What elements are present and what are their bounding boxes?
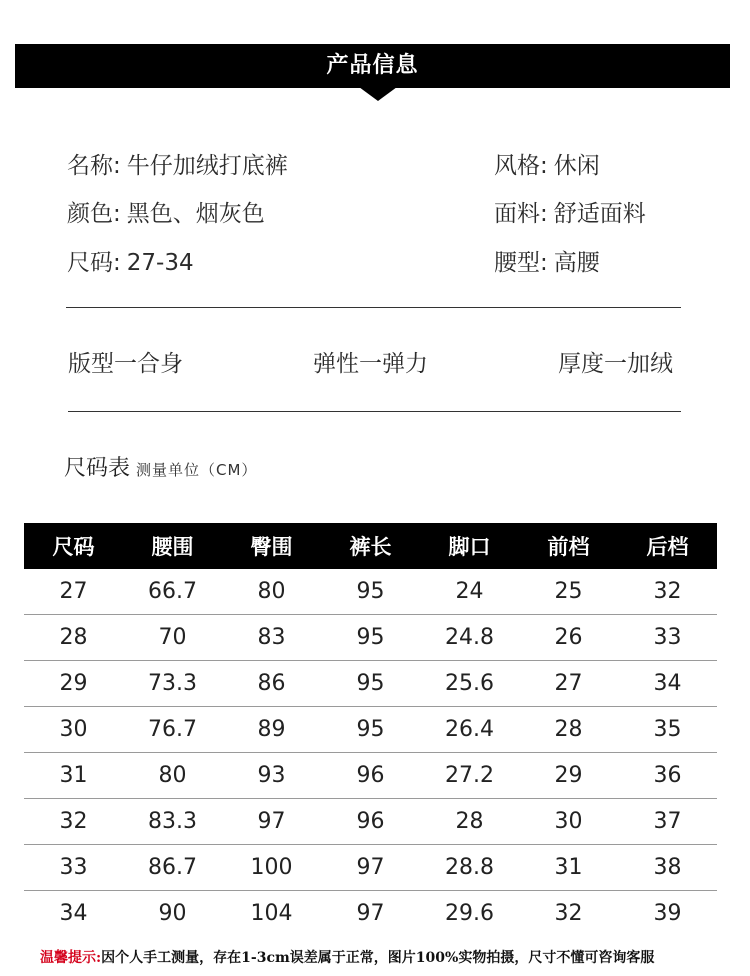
table-cell: 89 (222, 707, 321, 753)
table-cell: 104 (250, 901, 293, 926)
table-row (24, 799, 717, 845)
table-row (24, 845, 717, 891)
header-cell: 尺码 (24, 523, 123, 569)
info-label: 腰型: (494, 250, 548, 276)
info-label: 尺码: (67, 250, 121, 276)
table-cell: 25 (519, 569, 618, 615)
info-value: 牛仔加绒打底裤 (126, 153, 288, 179)
table-cell: 95 (321, 615, 420, 661)
info-color (67, 195, 265, 228)
table-cell: 32 (618, 569, 717, 615)
info-label: 面料: (494, 201, 548, 227)
table-row (24, 891, 717, 937)
table-cell: 80 (123, 753, 222, 799)
table-row (24, 615, 717, 661)
table-cell: 86.7 (123, 845, 222, 891)
banner-title: 产品信息 (326, 53, 419, 78)
table-cell: 27 (24, 569, 123, 615)
divider-top (66, 307, 681, 308)
header-cell: 脚口 (420, 523, 519, 569)
table-cell: 93 (222, 753, 321, 799)
divider-bottom (68, 411, 681, 412)
table-cell: 32 (554, 901, 583, 926)
table-cell: 36 (618, 753, 717, 799)
header-cell: 前档 (519, 523, 618, 569)
info-value: 27-34 (126, 250, 194, 276)
table-cell: 29 (519, 753, 618, 799)
feature-fit: 版型一合身 (68, 351, 183, 377)
table-cell: 34 (59, 901, 88, 926)
table-cell: 70 (123, 615, 222, 661)
table-cell: 28 (519, 707, 618, 753)
table-cell: 37 (618, 799, 717, 845)
table-cell: 32 (24, 799, 123, 845)
table-cell: 24.8 (420, 615, 519, 661)
table-cell: 30 (519, 799, 618, 845)
size-table-header (24, 523, 717, 569)
info-value: 高腰 (553, 250, 600, 276)
feature-thickness: 厚度一加绒 (558, 351, 673, 377)
tip-text: 因个人手工测量，存在1-3cm误差属于正常，图片100%实物拍摄，尺寸不懂可咨询客服 (101, 950, 655, 966)
table-cell: 73.3 (123, 661, 222, 707)
table-cell: 29.6 (445, 901, 494, 926)
product-info-banner (15, 44, 730, 88)
info-value: 黑色、烟灰色 (126, 201, 265, 227)
table-cell: 83.3 (123, 799, 222, 845)
table-cell: 66.7 (123, 569, 222, 615)
info-waist (494, 244, 600, 277)
info-name (67, 147, 288, 180)
table-cell: 90 (158, 901, 187, 926)
table-cell: 97 (356, 901, 385, 926)
table-cell: 28 (24, 615, 123, 661)
table-cell: 34 (618, 661, 717, 707)
header-cell: 后档 (618, 523, 717, 569)
table-cell: 28.8 (420, 845, 519, 891)
table-cell: 39 (653, 901, 682, 926)
table-cell: 97 (321, 845, 420, 891)
table-cell: 80 (222, 569, 321, 615)
table-cell: 28 (420, 799, 519, 845)
table-cell: 96 (321, 753, 420, 799)
table-row (24, 707, 717, 753)
table-cell: 86 (222, 661, 321, 707)
table-cell: 96 (321, 799, 420, 845)
table-cell: 95 (321, 569, 420, 615)
size-table (24, 523, 717, 936)
feature-elasticity: 弹性一弹力 (313, 351, 428, 377)
info-label: 颜色: (67, 201, 121, 227)
table-row (24, 661, 717, 707)
table-cell: 29 (24, 661, 123, 707)
header-cell: 裤长 (321, 523, 420, 569)
table-cell: 24 (420, 569, 519, 615)
table-cell: 26.4 (420, 707, 519, 753)
banner-notch (359, 87, 397, 101)
table-cell: 76.7 (123, 707, 222, 753)
info-value: 舒适面料 (553, 201, 646, 227)
table-cell: 25.6 (420, 661, 519, 707)
table-cell: 33 (618, 615, 717, 661)
info-size (67, 244, 194, 277)
table-cell: 95 (321, 707, 420, 753)
size-chart-unit: 测量单位（CM） (136, 461, 258, 479)
info-fabric (494, 195, 646, 228)
warm-tip (40, 947, 654, 967)
info-style (494, 147, 600, 180)
header-cell: 臀围 (222, 523, 321, 569)
table-cell: 30 (24, 707, 123, 753)
table-cell: 83 (222, 615, 321, 661)
info-value: 休闲 (553, 153, 600, 179)
table-cell: 27.2 (420, 753, 519, 799)
table-cell: 97 (222, 799, 321, 845)
tip-label: 温馨提示: (40, 950, 102, 966)
table-cell: 31 (519, 845, 618, 891)
table-row (24, 753, 717, 799)
table-cell: 100 (222, 845, 321, 891)
table-cell: 33 (24, 845, 123, 891)
size-chart-heading: 尺码表 (64, 456, 131, 481)
size-chart-title (64, 451, 257, 482)
table-cell: 35 (618, 707, 717, 753)
table-row (24, 569, 717, 615)
table-cell: 27 (519, 661, 618, 707)
table-cell: 38 (618, 845, 717, 891)
table-cell: 31 (24, 753, 123, 799)
size-table-body (24, 569, 717, 936)
table-cell: 95 (321, 661, 420, 707)
header-cell: 腰围 (123, 523, 222, 569)
table-cell: 26 (519, 615, 618, 661)
info-label: 风格: (494, 153, 548, 179)
info-label: 名称: (67, 153, 121, 179)
